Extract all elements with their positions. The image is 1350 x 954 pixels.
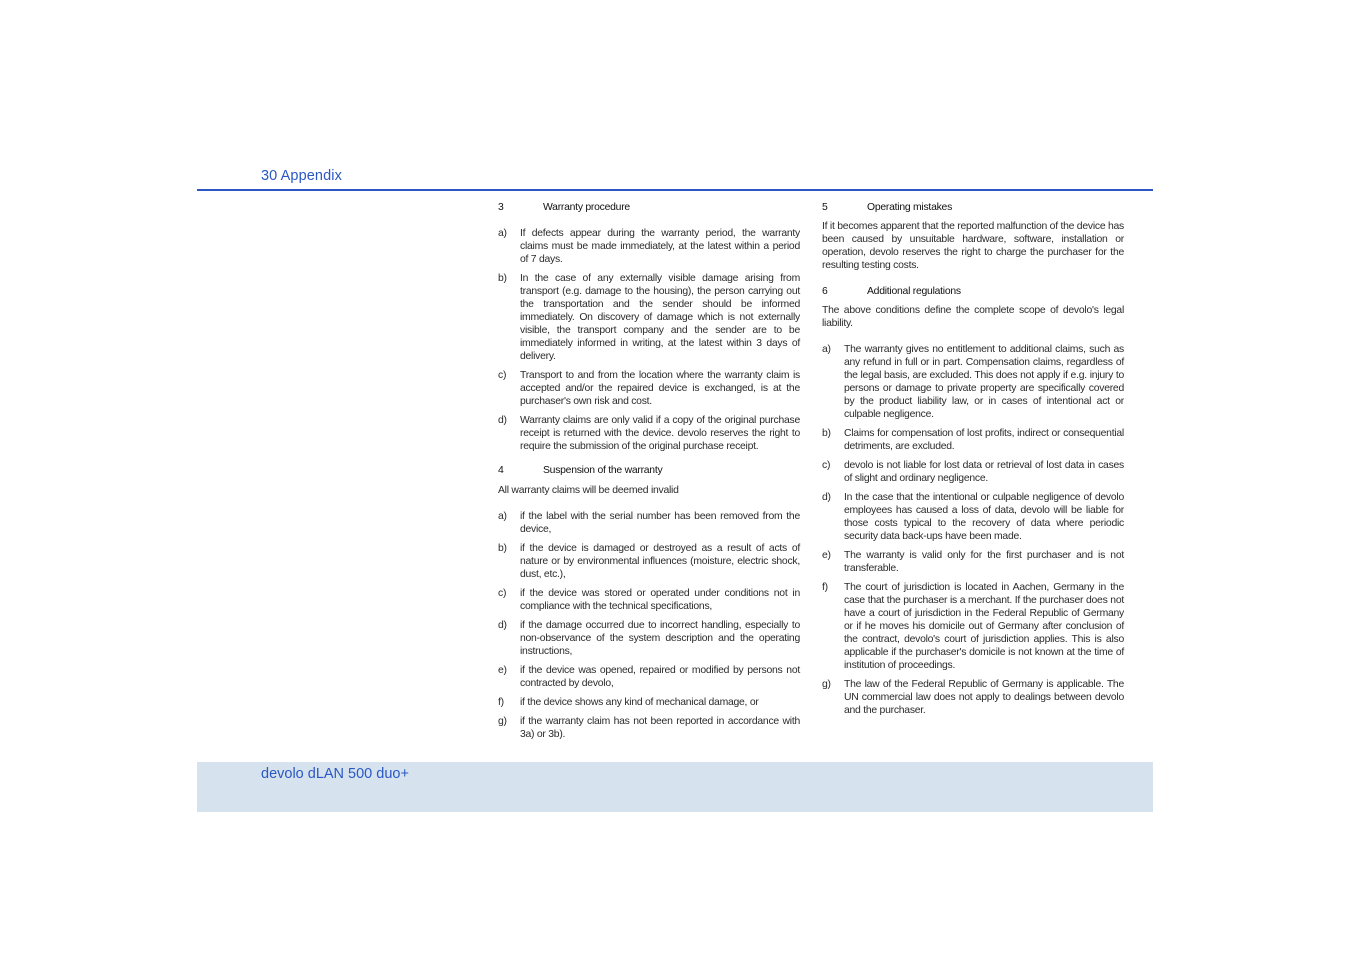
list-item [498, 227, 800, 266]
list-item [498, 619, 800, 658]
item-text: In the case that the intentional or culpable negligence of devolo employees has caused a loss of data, devolo will be liable for those costs typical to the recovery of data where periodic security data back-ups have been made. [844, 492, 1124, 542]
item-label: c) [498, 370, 507, 381]
item-text: In the case of any externally visible damage arising from transport (e.g. damage to the housing), the person carrying out the transportation and the sender should be informed immediately. On discovery of damage which is not externally visible, the transport company and the sender are to be immediately informed in writing, at the latest within 3 days of delivery. [520, 273, 800, 362]
list-item [498, 587, 800, 613]
list-item [822, 581, 1124, 672]
header-divider [197, 189, 1153, 191]
section-number: 6 [822, 286, 828, 297]
item-text: devolo is not liable for lost data or retrieval of lost data in cases of slight and ordinary negligence. [844, 460, 1124, 484]
section-title: Operating mistakes [867, 202, 953, 213]
list-item [822, 549, 1124, 575]
list-item [498, 696, 800, 709]
item-label: a) [498, 511, 507, 522]
list-item [498, 510, 800, 536]
list-item [498, 715, 800, 741]
list-item [822, 678, 1124, 717]
item-text: if the device was stored or operated under conditions not in compliance with the technical specifications, [520, 588, 800, 612]
item-label: a) [822, 344, 831, 355]
item-text: if the device shows any kind of mechanical damage, or [520, 697, 759, 708]
item-text: If defects appear during the warranty period, the warranty claims must be made immediately, at the latest within a period of 7 days. [520, 228, 800, 265]
list-item [822, 427, 1124, 453]
item-text: if the label with the serial number has been removed from the device, [520, 511, 800, 535]
item-text: The warranty is valid only for the first purchaser and is not transferable. [844, 550, 1124, 574]
item-label: e) [498, 665, 507, 676]
footer-product-name: devolo dLAN 500 duo+ [261, 766, 409, 782]
item-text: The warranty gives no entitlement to additional claims, such as any refund in full or in part. Compensation claims, regardless of the legal basis, are excluded. This does not apply if e.g. injury to persons or damage to private property are specifically covered by the product liability law, or in cases of intentional act or culpable negligence. [844, 344, 1124, 420]
list-item [822, 343, 1124, 421]
section-6-intro: The above conditions define the complete scope of devolo's legal liability. [822, 305, 1124, 329]
section-title: Warranty procedure [543, 202, 630, 213]
section-4-intro: All warranty claims will be deemed invalid [498, 485, 679, 496]
item-label: f) [498, 697, 504, 708]
item-text: if the device was opened, repaired or modified by persons not contracted by devolo, [520, 665, 800, 689]
item-text: The law of the Federal Republic of Germany is applicable. The UN commercial law does not apply to dealings between devolo and the purchaser. [844, 679, 1124, 716]
item-label: g) [498, 716, 507, 727]
item-label: c) [822, 460, 831, 471]
section-title: Suspension of the warranty [543, 465, 663, 476]
item-text: Transport to and from the location where the warranty claim is accepted and/or the repaired device is exchanged, is at the purchaser's own risk and cost. [520, 370, 800, 407]
item-label: b) [498, 543, 507, 554]
list-item [822, 459, 1124, 485]
list-item [498, 542, 800, 581]
item-label: g) [822, 679, 831, 690]
list-item [498, 272, 800, 363]
item-label: e) [822, 550, 831, 561]
left-column [498, 201, 800, 741]
section-5-heading [822, 201, 1124, 214]
item-label: a) [498, 228, 507, 239]
item-label: d) [498, 415, 507, 426]
item-label: d) [498, 620, 507, 631]
list-item [498, 414, 800, 453]
item-label: f) [822, 582, 828, 593]
item-label: c) [498, 588, 507, 599]
item-text: The court of jurisdiction is located in Aachen, Germany in the case that the purchaser is a merchant. If the purchaser does not have a court of jurisdiction in the Federal Republic of Germany or if he moves his domicile out of Germany after conclusion of the contract, devolo's court of jurisdiction applies. This is also applicable if the purchaser's domicile is not known at the time of institution of proceedings. [844, 582, 1124, 671]
section-5-text: If it becomes apparent that the reported malfunction of the device has been caused by unsuitable hardware, software, installation or operation, devolo reserves the right to charge the purchaser for the resulting testing costs. [822, 221, 1124, 271]
item-label: d) [822, 492, 831, 503]
item-label: b) [498, 273, 507, 284]
list-item [498, 664, 800, 690]
section-3-heading [498, 201, 800, 214]
list-item [822, 491, 1124, 543]
section-title: Additional regulations [867, 286, 961, 297]
list-item [498, 369, 800, 408]
section-4-heading [498, 464, 800, 477]
item-text: Claims for compensation of lost profits, indirect or consequential detriments, are excluded. [844, 428, 1124, 452]
section-number: 5 [822, 202, 828, 213]
page-header-title: 30 Appendix [261, 168, 342, 184]
item-text: if the device is damaged or destroyed as a result of acts of nature or by environmental influences (moisture, electric shock, dust, etc.), [520, 543, 800, 580]
item-label: b) [822, 428, 831, 439]
section-number: 4 [498, 465, 504, 476]
item-text: if the damage occurred due to incorrect handling, especially to non-observance of the system description and the operating instructions, [520, 620, 800, 657]
right-column [822, 201, 1124, 717]
item-text: if the warranty claim has not been reported in accordance with 3a) or 3b). [520, 716, 800, 740]
section-6-heading [822, 285, 1124, 298]
section-number: 3 [498, 202, 504, 213]
item-text: Warranty claims are only valid if a copy of the original purchase receipt is returned with the device. devolo reserves the right to require the submission of the original purchase receipt. [520, 415, 800, 452]
